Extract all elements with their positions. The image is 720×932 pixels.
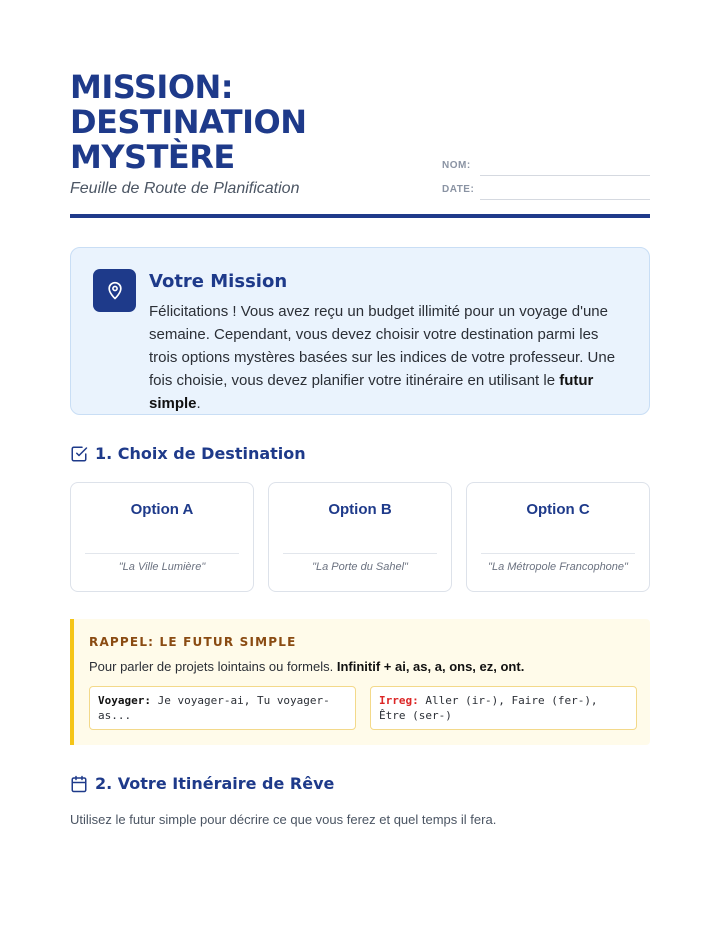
mission-text bbox=[149, 300, 629, 415]
mission-text-main: Félicitations ! Vous avez reçu un budget illimité pour un voyage d'une semaine. Cependant, vous devez choisir votre destination parmi les trois options mystères basées sur les indices de votre professeur. Une fois choisie, vous devez planifier votre itinéraire en utilisant le bbox=[149, 303, 616, 389]
option-answer-line[interactable] bbox=[283, 553, 437, 554]
option-b-card[interactable] bbox=[268, 482, 452, 592]
date-label: DATE: bbox=[442, 184, 475, 195]
rappel-text-main: Pour parler de projets lointains ou formels. bbox=[89, 659, 337, 674]
option-title: Option A bbox=[130, 501, 194, 518]
section-2-heading bbox=[70, 774, 334, 793]
page-subtitle: Feuille de Route de Planification bbox=[70, 180, 300, 197]
section-2-title: 2. Votre Itinéraire de Rêve bbox=[95, 774, 335, 793]
mission-text-end: . bbox=[196, 395, 201, 412]
option-answer-line[interactable] bbox=[85, 553, 239, 554]
date-field[interactable] bbox=[442, 180, 650, 204]
page-title bbox=[70, 70, 370, 175]
option-title: Option C bbox=[526, 501, 590, 518]
rappel-text bbox=[89, 659, 524, 674]
option-c-card[interactable] bbox=[466, 482, 650, 592]
destination-options bbox=[70, 482, 650, 592]
conjugation-example-box bbox=[89, 686, 356, 730]
title-line-1: MISSION: bbox=[70, 68, 234, 106]
option-hint: "La Porte du Sahel" bbox=[312, 561, 408, 573]
rappel-box bbox=[70, 619, 650, 745]
map-pin-icon bbox=[93, 269, 136, 312]
option-a-card[interactable] bbox=[70, 482, 254, 592]
option-title: Option B bbox=[328, 501, 392, 518]
option-hint: "La Métropole Francophone" bbox=[488, 561, 628, 573]
option-hint: "La Ville Lumière" bbox=[118, 561, 206, 573]
title-line-3: MYSTÈRE bbox=[70, 138, 235, 176]
title-line-2: DESTINATION bbox=[70, 103, 307, 141]
mission-box bbox=[70, 247, 650, 415]
irregular-verbs-box bbox=[370, 686, 637, 730]
irregular-label: Irreg: bbox=[379, 694, 419, 707]
date-line[interactable] bbox=[480, 199, 650, 200]
rappel-text-bold: Infinitif + ai, as, a, ons, ez, ont. bbox=[336, 659, 525, 674]
mission-text-bold: futur simple bbox=[149, 372, 594, 412]
itinerary-instructions: Utilisez le futur simple pour décrire ce que vous ferez et quel temps il fera. bbox=[70, 812, 497, 827]
section-1-heading bbox=[70, 444, 306, 463]
section-1-title: 1. Choix de Destination bbox=[95, 444, 306, 463]
irregular-text: Aller (ir-), Faire (fer-), Être (ser-) bbox=[379, 694, 598, 722]
page-header bbox=[70, 70, 650, 218]
calendar-icon bbox=[70, 775, 88, 793]
mission-title: Votre Mission bbox=[149, 271, 288, 292]
rappel-title: RAPPEL: LE FUTUR SIMPLE bbox=[89, 635, 297, 649]
nom-label: NOM: bbox=[442, 160, 471, 171]
example-label: Voyager: bbox=[98, 694, 151, 707]
checkbox-icon bbox=[70, 445, 88, 463]
example-text: Je voyager-ai, Tu voyager-as... bbox=[98, 694, 330, 722]
nom-field[interactable] bbox=[442, 156, 650, 180]
option-answer-line[interactable] bbox=[481, 553, 635, 554]
nom-line[interactable] bbox=[480, 175, 650, 176]
